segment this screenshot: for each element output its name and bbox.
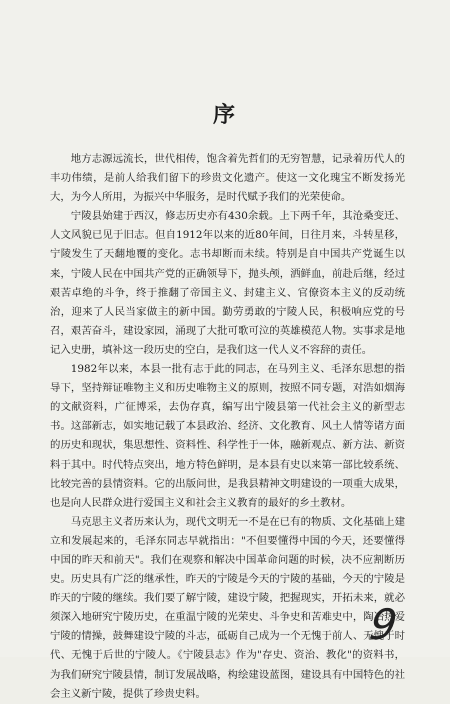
- paragraph: 马克思主义者历来认为，现代文明无一不是在已有的物质、文化基础上建立和发展起来的，毛泽东同志早就指出："不但要懂得中国的今天，还要懂得中国的昨天和前天"。我们在观察和解决中国革命问题的时候，决不应割断历史。历史具有广泛的继承性，昨天的宁陵是今天的宁陵的基础，今天的宁陵是昨天的宁陵的继续。我们要了解宁陵，建设宁陵，把握现实，开拓未来，就必须深入地研究宁陵历史，在重温宁陵的光荣史、斗争史和苦难史中，陶冶热爱宁陵的情操，鼓舞建设宁陵的斗志，砥砺自己成为一个无愧于前人、无愧于时代、无愧于后世的宁陵人。《宁陵县志》作为"存史、资治、教化"的资料书，为我们研究宁陵县情，制订发展战略，构绘建设蓝图，建设具有中国特色的社会主义新宁陵，提供了珍贵史料。: [50, 515, 405, 700]
- handwritten-page-number: 9: [366, 600, 401, 649]
- paragraph: 宁陵县始建于西汉，修志历史亦有430余载。上下两千年，其沧桑变迁、人文风貌已见于旧志。但自1912年以来的近80年间，日往月来，斗转星移，宁陵发生了天翻地覆的变化。志书却断而未续。特别是自中国共产党诞生以来，宁陵人民在中国共产党的正确领导下，抛头颅，洒鲜血，前赴后继，经过艰苦卓绝的斗争，终于推翻了帝国主义、封建主义、官僚资本主义的反动统治，迎来了人民当家做主的新中国。勤劳勇敢的宁陵人民，积极响应党的号召，艰苦奋斗，建设家园，涌现了大批可歌可泣的英雄模范人物。实事求是地记入史册，填补这一段历史的空白，是我们这一代人义不容辞的责任。: [50, 210, 405, 356]
- paragraph: 地方志源远流长，世代相传，饱含着先哲们的无穷智慧，记录着历代人的丰功伟绩，是前人给我们留下的珍贵文化遗产。使这一文化瑰宝不断发扬光大，为今人所用，为振兴中华服务，是时代赋予我们的光荣使命。: [50, 153, 405, 204]
- preface-body: [50, 150, 405, 704]
- page-title: 序: [212, 102, 237, 128]
- paragraph: 1982年以来，本县一批有志于此的同志，在马列主义、毛泽东思想的指导下，坚持辩证唯物主义和历史唯物主义的原则，按照不同专题，对浩如烟海的文献资料，广征博采，去伪存真，编写出宁陵县第一代社会主义的新型志书。这部新志，如实地记载了本县政治、经济、文化教育、风土人情等诸方面的历史和现状，集思想性、资料性、科学性于一体，融新观点、新方法、新资料于其中。时代特点突出，地方特色鲜明，是本县有史以来第一部比较系统、比较完善的县情资料。它的出版问世，是我县精神文明建设的一项重大成果，也是向人民群众进行爱国主义和社会主义教育的最好的乡土教材。: [50, 363, 405, 509]
